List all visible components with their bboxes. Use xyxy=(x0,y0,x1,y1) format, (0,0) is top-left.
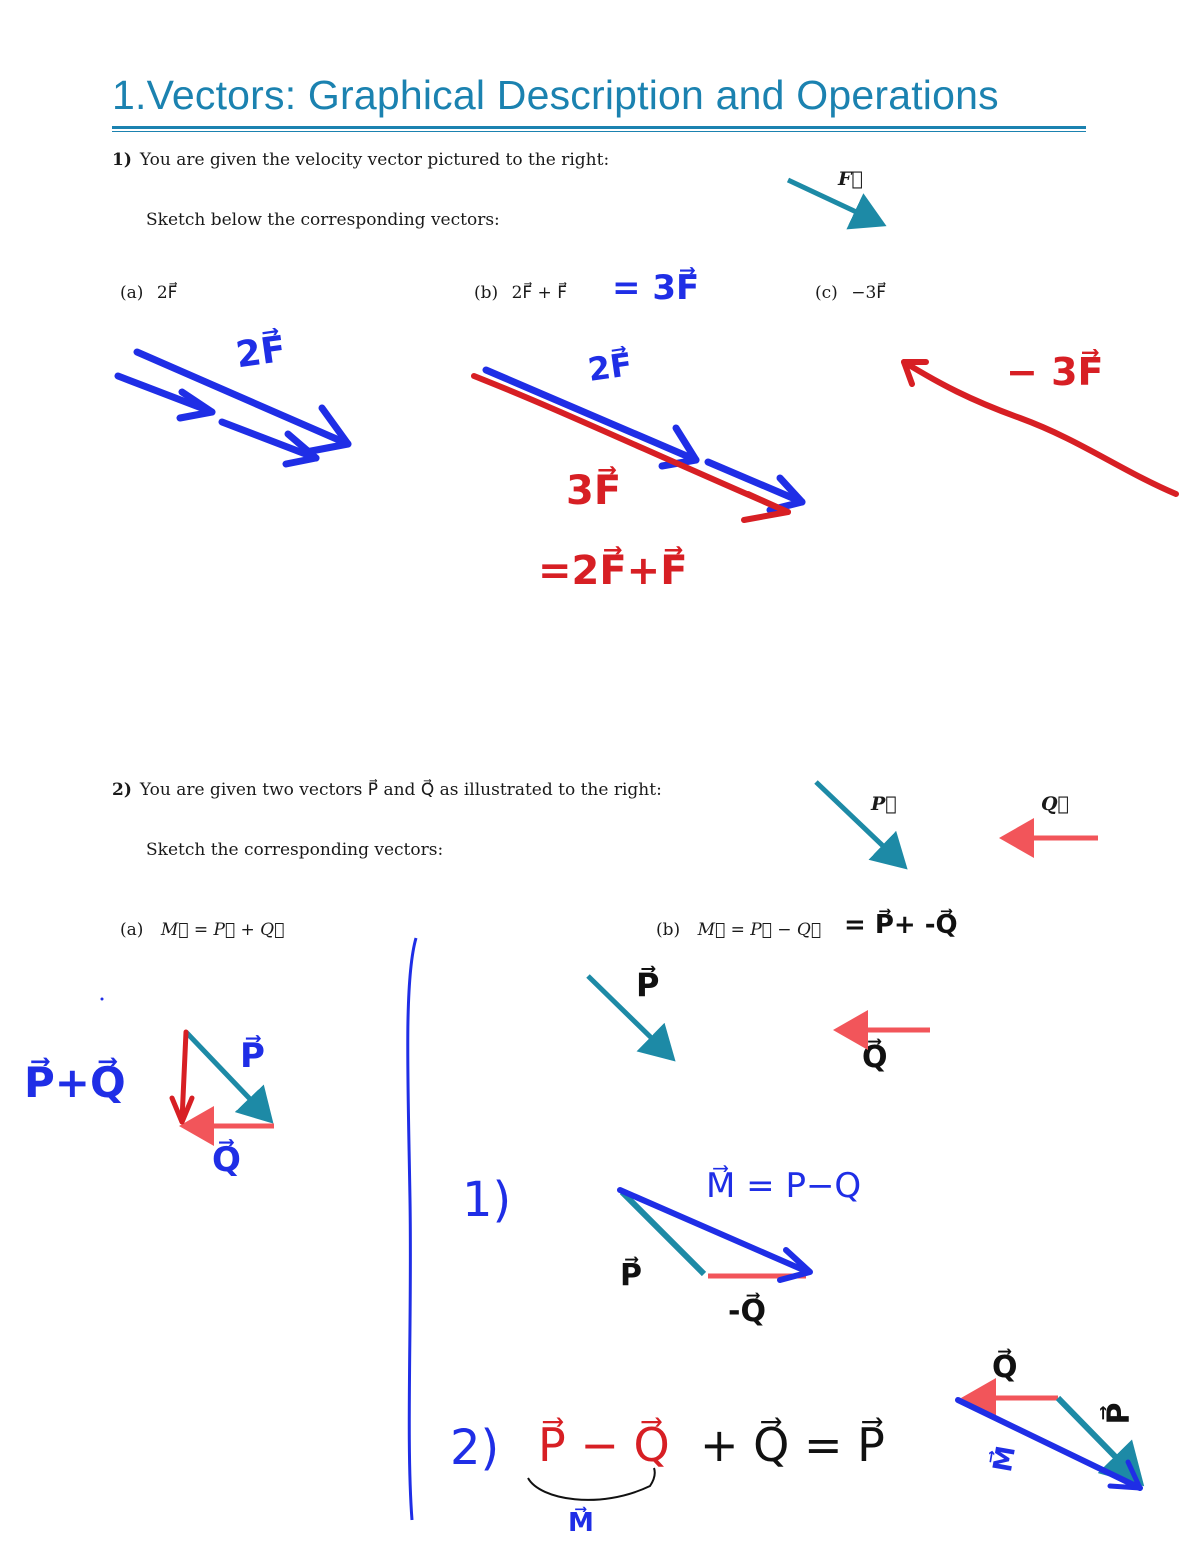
q1c-sketch xyxy=(904,362,1176,494)
q2b-method2-brace xyxy=(528,1468,655,1500)
q1b-label-3f: 3F⃗ xyxy=(566,468,622,514)
q1-instruction: Sketch below the corresponding vectors: xyxy=(146,210,500,230)
q2b-method2-label: 2) xyxy=(450,1420,500,1476)
q2b-method1-negq: -Q⃗ xyxy=(728,1294,766,1329)
q2a-label-q: Q⃗ xyxy=(212,1140,241,1180)
q1-given-f-arrow xyxy=(788,180,882,224)
q1c-arrow-neg3f xyxy=(904,362,1176,494)
q1-number: 1) xyxy=(112,150,132,170)
q2a-label-p: P⃗ xyxy=(240,1036,265,1076)
q2a-sketch xyxy=(172,1032,274,1126)
q2b-method2-tri-p: P⃗ xyxy=(1101,1402,1137,1425)
q1b-handwritten-result: = 3F⃗ xyxy=(612,268,700,308)
q1b-red-sketch xyxy=(474,376,788,520)
q2b-method2-m: M⃗ xyxy=(568,1508,594,1538)
q1-prompt: You are given the velocity vector pictured to the right: xyxy=(139,150,610,170)
q1-part-c-letter: (c) xyxy=(815,283,838,303)
q2b-method2-rest: + Q⃗ = P⃗ xyxy=(700,1418,885,1472)
q2-instruction: Sketch the corresponding vectors: xyxy=(146,840,444,860)
q2-given-q-label: Q⃗ xyxy=(1041,793,1069,815)
q2b-label-q: Q⃗ xyxy=(862,1040,888,1075)
q2b-m2-m-arrow xyxy=(958,1400,1140,1488)
q1b-arrow-3f xyxy=(474,376,788,512)
q2b-p-copy-arrow xyxy=(588,976,672,1058)
q2b-m1-p-arrow xyxy=(622,1192,704,1274)
q2-part-b-letter: (b) xyxy=(656,920,681,940)
q1-part-b-letter: (b) xyxy=(474,283,499,303)
q1b-arrowhead-3f xyxy=(744,494,788,520)
q2-divider-line xyxy=(408,938,416,1520)
q2a-label-sum: P⃗+Q⃗ xyxy=(24,1058,126,1107)
q1-part-b-expr: 2F⃗ + F⃗ xyxy=(511,283,567,303)
q1b-blue-sketch xyxy=(486,370,802,510)
q2b-method2-tri-q: Q⃗ xyxy=(992,1350,1018,1385)
q2-part-a-letter: (a) xyxy=(120,920,144,940)
q2b-method1-p: P⃗ xyxy=(620,1258,642,1293)
q1b-label-2f: 2F⃗ xyxy=(585,345,635,389)
page-title: 1.Vectors: Graphical Description and Operations xyxy=(112,72,999,118)
q2b-method1-equation: M⃗ = P−Q xyxy=(706,1166,862,1206)
q2b-method2-tri-m: M⃗ xyxy=(987,1443,1022,1475)
q2-given-p-arrow xyxy=(816,782,904,866)
q1-given-f-label: F⃗ xyxy=(838,168,863,190)
q1b-equation: =2F⃗+F⃗ xyxy=(538,548,688,594)
q2a-p-arrow xyxy=(186,1032,270,1120)
q2-number: 2) xyxy=(112,780,132,800)
q1a-label-2f: 2F⃗ xyxy=(233,328,289,377)
q1-part-a-expr: 2F⃗ xyxy=(156,283,178,303)
q2-given-p-label: P⃗ xyxy=(871,793,897,815)
q2b-method1-sketch xyxy=(620,1190,810,1280)
q2-part-a-expr: M⃗ = P⃗ + Q⃗ xyxy=(160,920,285,940)
q2a-sum-arrow xyxy=(182,1032,186,1120)
q2b-method2-sketch xyxy=(958,1398,1140,1488)
q2-prompt: You are given two vectors P⃗ and Q⃗ as illustrated to the right: xyxy=(139,780,662,800)
q2-part-b-expr: M⃗ = P⃗ − Q⃗ xyxy=(697,920,822,940)
q1c-label: − 3F⃗ xyxy=(1006,350,1104,394)
q1-part-a-letter: (a) xyxy=(120,283,144,303)
stray-dot xyxy=(101,998,104,1001)
q2b-method2-pq: P⃗ − Q⃗ xyxy=(538,1418,670,1472)
q2b-m1-m-arrow xyxy=(620,1190,808,1272)
q1a-sketch xyxy=(118,352,348,464)
q2b-handwritten-rewrite: = P⃗+ -Q⃗ xyxy=(844,910,958,940)
q1-part-c-expr: −3F⃗ xyxy=(851,283,887,303)
q2b-label-p: P⃗ xyxy=(636,966,660,1004)
q2b-method1-label: 1) xyxy=(462,1172,512,1228)
q1b-arrow-2f xyxy=(486,370,696,460)
